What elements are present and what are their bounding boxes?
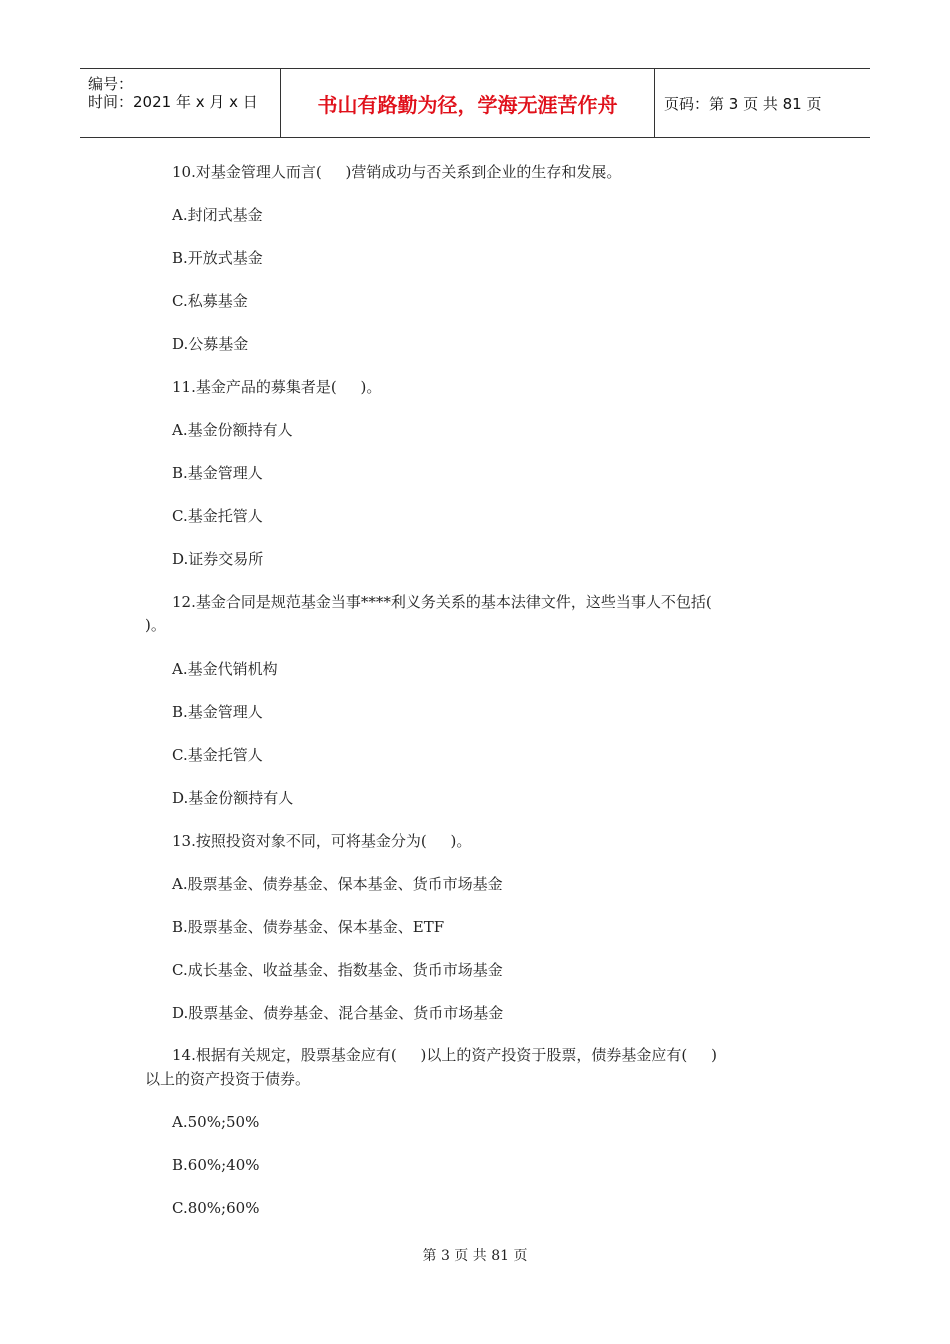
option: C.成长基金、收益基金、指数基金、货币市场基金 [172, 961, 503, 979]
question-stem: 12.基金合同是规范基金当事****利义务关系的基本法律文件，这些当事人不包括( [172, 593, 712, 611]
header-motto: 书山有路勤为径，学海无涯苦作舟 [280, 69, 655, 137]
option: A.股票基金、债券基金、保本基金、货币市场基金 [172, 875, 503, 893]
number-label: 编号： [88, 75, 134, 93]
option: D.公募基金 [172, 335, 249, 353]
option: D.证券交易所 [172, 550, 264, 568]
option: C.80%;60% [172, 1199, 260, 1217]
option: B.基金管理人 [172, 703, 263, 721]
option: C.私募基金 [172, 292, 248, 310]
option: C.基金托管人 [172, 746, 263, 764]
option: A.基金代销机构 [172, 660, 278, 678]
option: B.60%;40% [172, 1156, 260, 1174]
option: A.50%;50% [172, 1113, 260, 1131]
question-stem-continued: )。 [145, 616, 166, 634]
question-stem: 10.对基金管理人而言( )营销成功与否关系到企业的生存和发展。 [172, 163, 622, 181]
option: D.股票基金、债券基金、混合基金、货币市场基金 [172, 1004, 504, 1022]
header-meta [80, 69, 280, 137]
question-stem: 11.基金产品的募集者是( )。 [172, 378, 382, 396]
option: A.封闭式基金 [172, 206, 263, 224]
option: C.基金托管人 [172, 507, 263, 525]
option: D.基金份额持有人 [172, 789, 294, 807]
page-header [80, 68, 870, 138]
option: B.基金管理人 [172, 464, 263, 482]
question-stem: 14.根据有关规定，股票基金应有( )以上的资产投资于股票，债券基金应有( ) [172, 1046, 717, 1064]
option: B.开放式基金 [172, 249, 263, 267]
time-label: 时间：2021 年 x 月 x 日 [88, 93, 258, 111]
option: A.基金份额持有人 [172, 421, 293, 439]
option: B.股票基金、债券基金、保本基金、ETF [172, 918, 445, 936]
header-page-label: 页码：第 3 页 共 81 页 [664, 94, 822, 113]
page-footer: 第 3 页 共 81 页 [422, 1248, 528, 1264]
question-stem-continued: 以上的资产投资于债券。 [145, 1070, 311, 1088]
question-stem: 13.按照投资对象不同，可将基金分为( )。 [172, 832, 472, 850]
